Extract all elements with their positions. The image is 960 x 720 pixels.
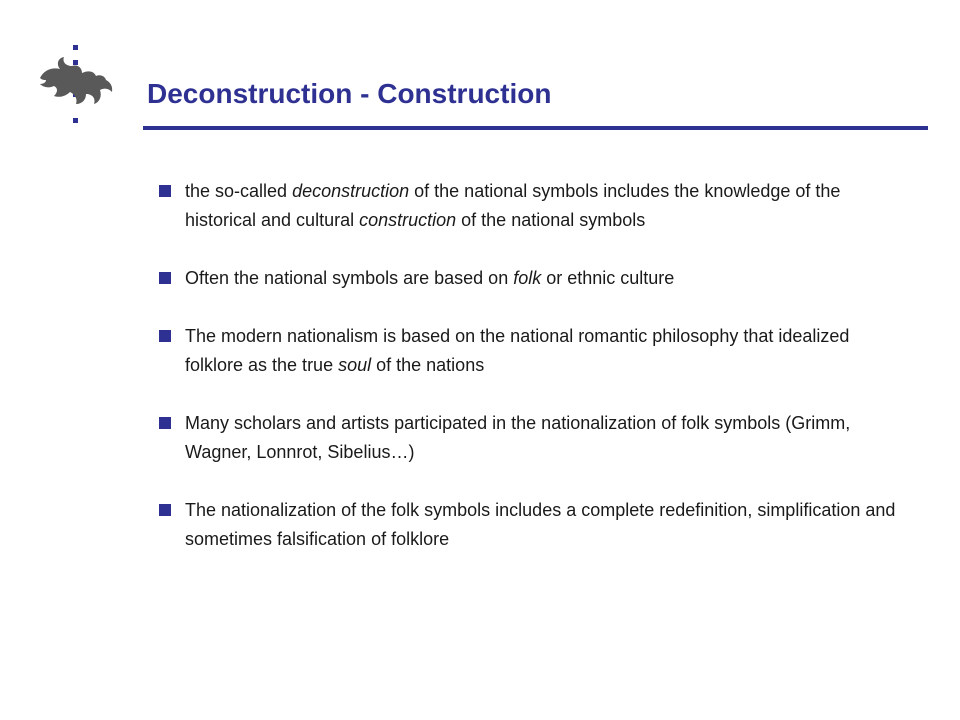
italic-term: soul [338,355,372,375]
bullet-list [158,177,898,583]
italic-term: deconstruction [292,181,410,201]
logo-dot [73,45,78,50]
bullet-square-icon [159,504,171,516]
bullet-text [185,326,849,375]
bullet-item [158,322,898,380]
text-segment: The modern nationalism is based on the national romantic philosophy that idealized folklore as the true [185,326,850,375]
bullet-text [185,500,895,549]
text-segment: of the national symbols includes the knowledge of the historical and cultural [185,181,841,230]
bullet-square-icon [159,185,171,197]
flame-logo-icon [30,40,120,130]
text-segment: The nationalization of the folk symbols includes a complete redefinition, simplification and sometimes falsification of folklore [185,500,896,549]
bullet-item [158,496,898,554]
bullet-square-icon [159,272,171,284]
bullet-text [185,413,850,462]
bullet-item [158,264,898,293]
text-segment: Many scholars and artists participated in the nationalization of folk symbols (Grimm, Wagner, Lonnrot, Sibelius…) [185,413,851,462]
bullet-square-icon [159,330,171,342]
text-segment: of the nations [371,355,485,375]
bullet-item [158,409,898,467]
text-segment: Often the national symbols are based on [185,268,514,288]
bullet-square-icon [159,417,171,429]
logo-dot [73,118,78,123]
italic-term: construction [359,210,457,230]
logo-dot [73,60,78,65]
text-segment: of the national symbols [456,210,646,230]
bullet-text [185,181,840,230]
text-segment: the so-called [185,181,293,201]
bullet-item [158,177,898,235]
title-underline [143,126,928,130]
slide-title: Deconstruction - Construction [147,78,552,109]
bullet-text [185,268,674,288]
italic-term: folk [513,268,542,288]
text-segment: or ethnic culture [541,268,675,288]
